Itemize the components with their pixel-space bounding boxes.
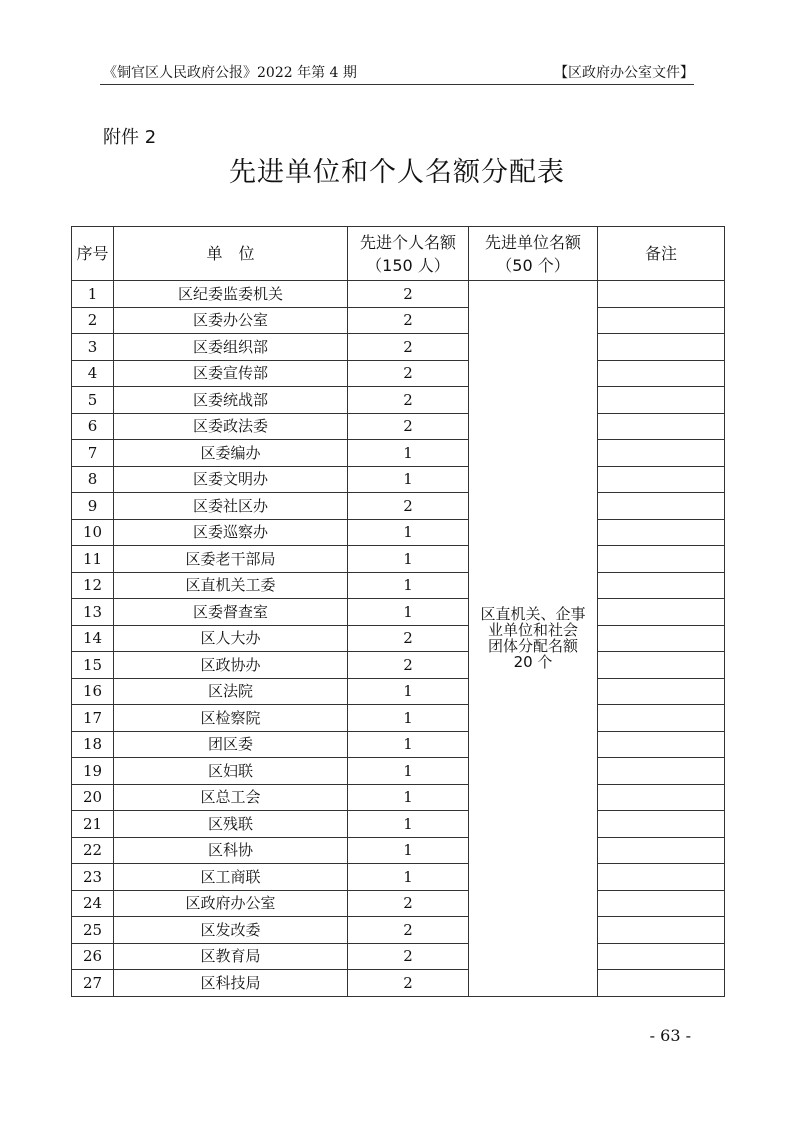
table-row [72,678,725,705]
table-row [72,334,725,361]
row-remarks [598,652,725,679]
row-seq: 1 [72,281,114,308]
row-remarks [598,572,725,599]
row-individual-quota: 1 [348,731,469,758]
row-individual-quota: 1 [348,678,469,705]
table-row [72,705,725,732]
row-seq: 20 [72,784,114,811]
table-row [72,970,725,997]
row-seq: 24 [72,890,114,917]
row-unit-name: 区委办公室 [114,307,348,334]
row-remarks [598,731,725,758]
table-row [72,493,725,520]
row-seq: 17 [72,705,114,732]
row-remarks [598,917,725,944]
row-seq: 5 [72,387,114,414]
row-seq: 26 [72,943,114,970]
page-title: 先进单位和个人名额分配表 [229,157,565,188]
row-remarks [598,413,725,440]
row-unit-name: 区科协 [114,837,348,864]
allocation-table [71,226,725,997]
row-remarks [598,466,725,493]
header-individual-quota [348,227,469,281]
table-row [72,864,725,891]
row-remarks [598,890,725,917]
row-unit-name: 区残联 [114,811,348,838]
row-remarks [598,307,725,334]
table-row [72,466,725,493]
row-seq: 6 [72,413,114,440]
row-individual-quota: 1 [348,546,469,573]
merged-unit-quota-line1: 区直机关、企事 [480,605,586,624]
row-remarks [598,519,725,546]
table-row [72,758,725,785]
header-seq: 序号 [72,227,114,281]
row-individual-quota: 2 [348,307,469,334]
row-unit-name: 区委老干部局 [114,546,348,573]
row-seq: 8 [72,466,114,493]
table-row [72,625,725,652]
table-row [72,652,725,679]
table-row [72,281,725,308]
row-seq: 10 [72,519,114,546]
row-unit-name: 区政府办公室 [114,890,348,917]
row-seq: 15 [72,652,114,679]
merged-unit-quota-line2: 业单位和社会 [487,621,578,640]
row-seq: 11 [72,546,114,573]
row-individual-quota: 1 [348,440,469,467]
row-remarks [598,387,725,414]
row-individual-quota: 2 [348,625,469,652]
attachment-label: 附件 2 [103,127,157,148]
merged-unit-quota-line3: 团体分配名额 [487,637,578,656]
row-unit-name: 团区委 [114,731,348,758]
row-seq: 12 [72,572,114,599]
row-seq: 4 [72,360,114,387]
row-remarks [598,864,725,891]
row-unit-name: 区委组织部 [114,334,348,361]
row-remarks [598,943,725,970]
row-unit-name: 区人大办 [114,625,348,652]
table-row [72,307,725,334]
table-row [72,811,725,838]
row-unit-name: 区检察院 [114,705,348,732]
row-remarks [598,440,725,467]
row-remarks [598,811,725,838]
row-seq: 7 [72,440,114,467]
header-divider [100,84,694,85]
header-individual-quota-line1: 先进个人名额 [359,232,456,252]
row-seq: 9 [72,493,114,520]
row-individual-quota: 2 [348,413,469,440]
row-remarks [598,546,725,573]
row-unit-name: 区委统战部 [114,387,348,414]
row-individual-quota: 1 [348,572,469,599]
row-unit-name: 区委督查室 [114,599,348,626]
row-individual-quota: 2 [348,917,469,944]
merged-unit-quota-note [469,281,598,997]
row-unit-name: 区直机关工委 [114,572,348,599]
row-seq: 13 [72,599,114,626]
row-individual-quota: 1 [348,599,469,626]
row-unit-name: 区委编办 [114,440,348,467]
row-individual-quota: 2 [348,943,469,970]
row-remarks [598,599,725,626]
row-remarks [598,360,725,387]
publication-header: 《铜官区人民政府公报》2022 年第 4 期 [103,65,357,81]
row-seq: 23 [72,864,114,891]
row-individual-quota: 2 [348,387,469,414]
table-row [72,440,725,467]
row-individual-quota: 2 [348,360,469,387]
row-individual-quota: 2 [348,652,469,679]
row-unit-name: 区妇联 [114,758,348,785]
row-remarks [598,970,725,997]
row-individual-quota: 1 [348,811,469,838]
row-seq: 18 [72,731,114,758]
row-remarks [598,705,725,732]
row-remarks [598,784,725,811]
row-seq: 2 [72,307,114,334]
table-row [72,413,725,440]
row-seq: 27 [72,970,114,997]
row-individual-quota: 1 [348,705,469,732]
row-unit-name: 区科技局 [114,970,348,997]
table-row [72,890,725,917]
table-row [72,784,725,811]
row-seq: 16 [72,678,114,705]
row-remarks [598,334,725,361]
row-individual-quota: 1 [348,466,469,493]
table-row [72,360,725,387]
row-individual-quota: 1 [348,758,469,785]
row-unit-name: 区委社区办 [114,493,348,520]
row-remarks [598,493,725,520]
table-header-row [72,227,725,281]
row-remarks [598,758,725,785]
row-individual-quota: 2 [348,281,469,308]
table-row [72,837,725,864]
row-individual-quota: 2 [348,970,469,997]
header-unit-quota [469,227,598,281]
row-unit-name: 区政协办 [114,652,348,679]
row-individual-quota: 2 [348,334,469,361]
row-unit-name: 区纪委监委机关 [114,281,348,308]
row-unit-name: 区委政法委 [114,413,348,440]
table-row [72,546,725,573]
page-number: - 63 - [649,1026,691,1045]
merged-unit-quota-line4: 20 个 [513,653,553,672]
row-seq: 3 [72,334,114,361]
header-unit-quota-line2: （50 个） [496,255,570,275]
row-unit-name: 区教育局 [114,943,348,970]
row-unit-name: 区委巡察办 [114,519,348,546]
row-remarks [598,678,725,705]
row-seq: 14 [72,625,114,652]
table-row [72,572,725,599]
header-unit: 单 位 [114,227,348,281]
row-seq: 22 [72,837,114,864]
table-row [72,731,725,758]
row-remarks [598,625,725,652]
section-header: 【区政府办公室文件】 [554,65,694,81]
row-remarks [598,837,725,864]
row-unit-name: 区总工会 [114,784,348,811]
row-unit-name: 区委宣传部 [114,360,348,387]
row-unit-name: 区发改委 [114,917,348,944]
row-individual-quota: 1 [348,784,469,811]
row-unit-name: 区委文明办 [114,466,348,493]
table-row [72,387,725,414]
row-individual-quota: 2 [348,890,469,917]
row-individual-quota: 2 [348,493,469,520]
row-unit-name: 区工商联 [114,864,348,891]
row-unit-name: 区法院 [114,678,348,705]
table-row [72,943,725,970]
header-unit-quota-line1: 先进单位名额 [484,232,581,252]
row-remarks [598,281,725,308]
row-individual-quota: 1 [348,519,469,546]
row-seq: 19 [72,758,114,785]
row-individual-quota: 1 [348,837,469,864]
row-seq: 21 [72,811,114,838]
table-row [72,917,725,944]
header-remarks: 备注 [598,227,725,281]
row-seq: 25 [72,917,114,944]
table-row [72,519,725,546]
row-individual-quota: 1 [348,864,469,891]
table-row [72,599,725,626]
header-individual-quota-line2: （150 人） [366,255,450,275]
